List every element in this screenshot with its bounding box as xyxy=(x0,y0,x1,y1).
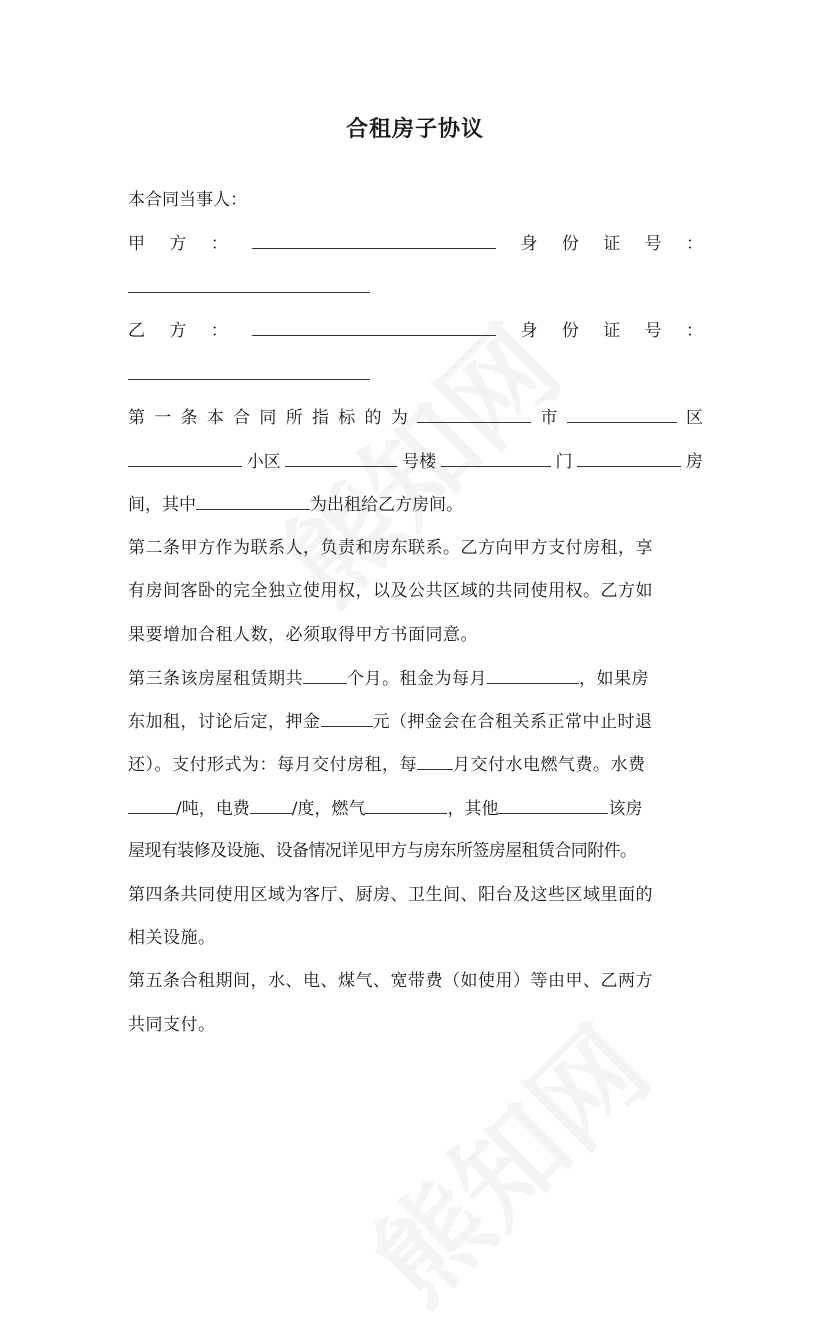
electricity-fee-blank[interactable] xyxy=(250,793,292,814)
article1-line3: 间，其中 为出租给乙方房间。 xyxy=(128,489,703,519)
party-b-id-line xyxy=(128,359,703,389)
city-blank[interactable] xyxy=(417,402,531,423)
article2-line: 第二条甲方作为联系人，负责和房东联系。乙方向甲方支付房租，享 xyxy=(128,538,653,558)
article4-line: 第四条共同使用区域为客厅、厨房、卫生间、阳台及这些区域里面的 xyxy=(128,885,653,905)
party-b-id-blank[interactable] xyxy=(128,359,370,380)
party-a-name-blank[interactable] xyxy=(252,228,496,249)
room-blank[interactable] xyxy=(577,446,681,467)
deposit-blank[interactable] xyxy=(321,706,373,727)
building-blank[interactable] xyxy=(285,446,397,467)
other-fee-blank[interactable] xyxy=(498,793,608,814)
article5-line: 第五条合租期间，水、电、煤气、宽带费（如使用）等由甲、乙两方 xyxy=(128,971,653,991)
article1-line2: 小区 号楼 门 房 xyxy=(128,446,703,476)
party-a-id-line xyxy=(128,272,703,302)
monthly-rent-blank[interactable] xyxy=(487,663,579,684)
party-b-line: 乙 方 ： 身 份 证 号 ： xyxy=(128,315,703,345)
article1-line1: 第 一 条 本 合 同 所 指 标 的 为 市 区 xyxy=(128,402,703,432)
article3-line1: 第三条该房屋租赁期共 个月。租金为每月 ，如果房 xyxy=(128,663,703,693)
document-title: 合租房子协议 xyxy=(345,117,484,142)
article3-line5: 屋现有装修及设施、设备情况详见甲方与房东所签房屋租赁合同附件。 xyxy=(128,841,637,861)
article2-line: 果要增加合租人数，必须取得甲方书面同意。 xyxy=(128,625,478,645)
article3-line3: 还）。支付形式为：每月交付房租，每 月交付水电燃气费。水费 xyxy=(128,749,703,779)
district-blank[interactable] xyxy=(567,402,677,423)
water-fee-blank[interactable] xyxy=(128,793,176,814)
gas-fee-blank[interactable] xyxy=(365,793,447,814)
rental-room-blank[interactable] xyxy=(196,489,310,510)
party-a-id-blank[interactable] xyxy=(128,272,370,293)
parties-intro: 本合同当事人： xyxy=(128,190,247,210)
article2-line: 有房间客卧的完全独立使用权，以及公共区域的共同使用权。乙方如 xyxy=(128,581,653,601)
lease-months-blank[interactable] xyxy=(303,663,347,684)
utility-months-blank[interactable] xyxy=(417,749,453,770)
article3-line2: 东加租，讨论后定，押金 元（押金会在合租关系正常中止时退 xyxy=(128,706,703,736)
article4-line: 相关设施。 xyxy=(128,928,216,948)
unit-blank[interactable] xyxy=(441,446,551,467)
article3-line4: /吨，电费 /度，燃气 ，其他 该房 xyxy=(128,793,703,823)
party-b-name-blank[interactable] xyxy=(252,315,496,336)
party-a-line: 甲 方 ： 身 份 证 号 ： xyxy=(128,228,703,258)
article5-line: 共同支付。 xyxy=(128,1015,216,1035)
community-blank[interactable] xyxy=(128,446,242,467)
